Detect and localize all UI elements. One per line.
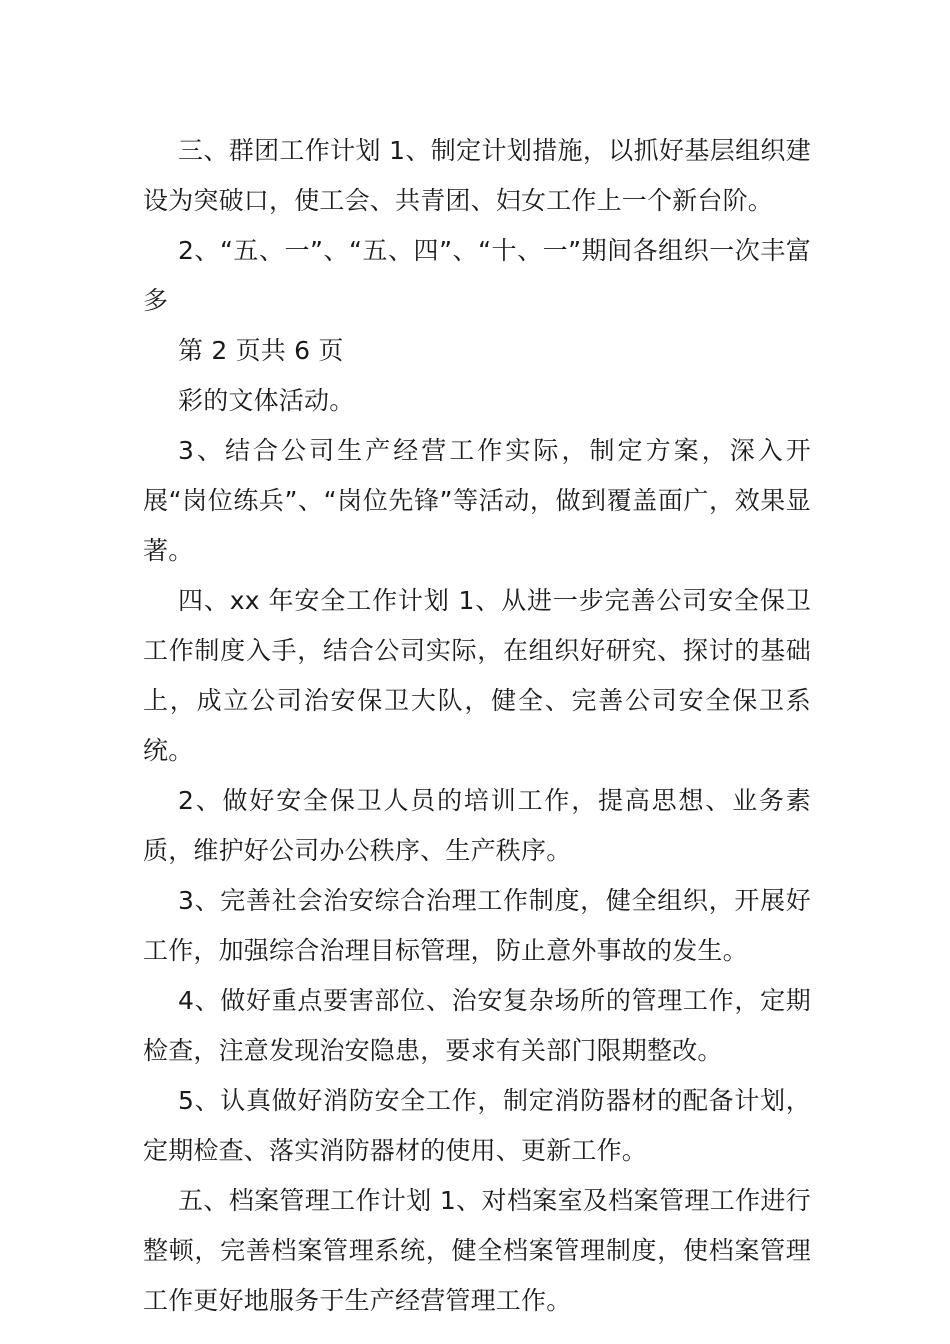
paragraph-fire-safety: 5、认真做好消防安全工作，制定消防器材的配备计划，定期检查、落实消防器材的使用、更新工作。: [143, 1086, 811, 1165]
paragraph-holiday-activities: 2、“五、一”、“五、四”、“十、一”期间各组织一次丰富多: [143, 236, 811, 315]
page-number-footer: 第 2 页共 6 页: [178, 336, 344, 365]
paragraph-security-training: 2、做好安全保卫人员的培训工作，提高思想、业务素质，维护好公司办公秩序、生产秩序。: [143, 786, 811, 865]
paragraph-public-order: 3、完善社会治安综合治理工作制度，健全组织，开展好工作，加强综合治理目标管理，防止意外事故的发生。: [143, 886, 811, 965]
paragraph-key-areas: 4、做好重点要害部位、治安复杂场所的管理工作，定期检查，注意发现治安隐患，要求有关部门限期整改。: [143, 986, 811, 1065]
paragraph-archive-plan: 五、档案管理工作计划 1、对档案室及档案管理工作进行整顿，完善档案管理系统，健全档案管理制度，使档案管理工作更好地服务于生产经营管理工作。: [143, 1186, 811, 1315]
paragraph-job-training: 3、结合公司生产经营工作实际，制定方案，深入开展“岗位练兵”、“岗位先锋”等活动，做到覆盖面广，效果显著。: [143, 436, 811, 565]
paragraph-safety-plan: 四、xx 年安全工作计划 1、从进一步完善公司安全保卫工作制度入手，结合公司实际，在组织好研究、探讨的基础上，成立公司治安保卫大队，健全、完善公司安全保卫系统。: [143, 586, 811, 765]
document-body: [143, 126, 811, 1326]
paragraph-continuation: 彩的文体活动。: [178, 386, 355, 415]
paragraph-group-work-plan: 三、群团工作计划 1、制定计划措施，以抓好基层组织建设为突破口，使工会、共青团、妇女工作上一个新台阶。: [143, 136, 811, 215]
